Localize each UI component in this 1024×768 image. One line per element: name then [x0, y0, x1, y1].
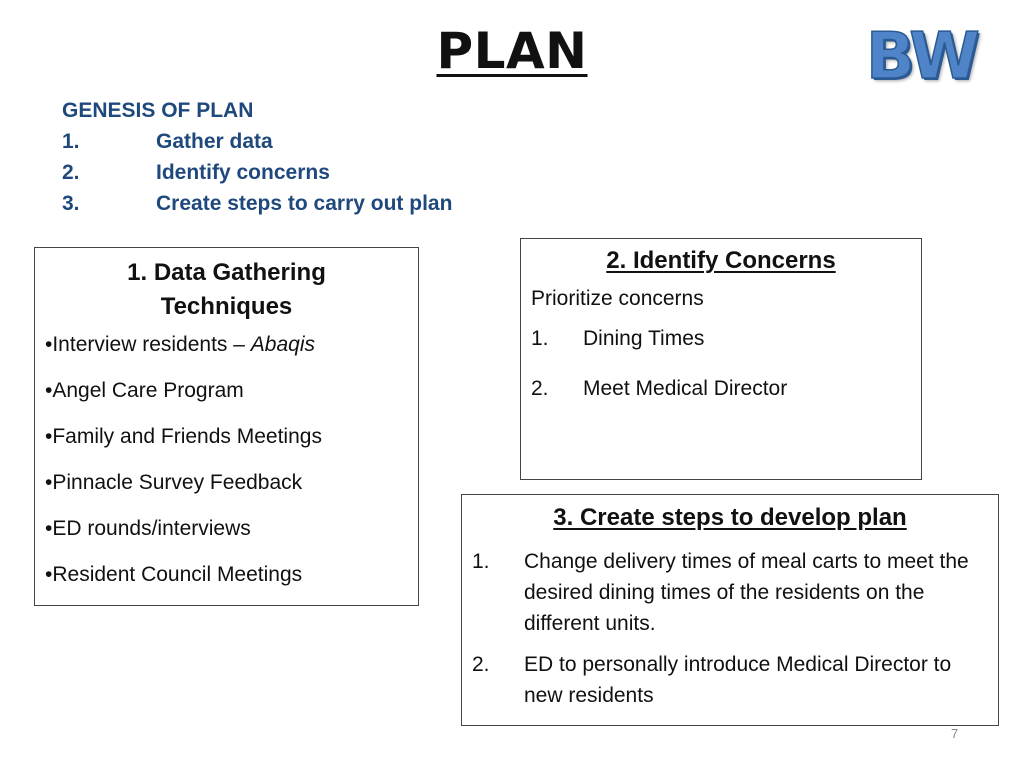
list-item: •Pinnacle Survey Feedback — [45, 471, 303, 494]
concerns-subtitle: Prioritize concerns — [531, 287, 704, 310]
page-number: 7 — [951, 726, 959, 741]
list-item: •Resident Council Meetings — [45, 563, 303, 586]
slide-title: PLAN — [436, 22, 588, 80]
list-item: 1. Dining Times — [531, 327, 705, 350]
genesis-step: 1. Gather data — [62, 130, 273, 153]
create-steps-box — [461, 494, 999, 726]
genesis-step: 3. Create steps to carry out plan — [62, 192, 453, 215]
bw-logo: BW — [866, 20, 978, 94]
identify-concerns-title: 2. Identify Concerns — [606, 247, 836, 274]
list-item: 2. ED to personally introduce Medical Director to new residents — [472, 653, 952, 707]
list-item: •Family and Friends Meetings — [45, 425, 322, 448]
list-item: •Interview residents – Abaqis — [45, 333, 315, 356]
identify-concerns-box — [520, 238, 922, 480]
list-item: 1. Change delivery times of meal carts to meet the desired dining times of the residents on the different units. — [472, 550, 969, 635]
data-gathering-box — [34, 247, 419, 606]
genesis-heading: GENESIS OF PLAN — [62, 99, 254, 122]
list-item: 2. Meet Medical Director — [531, 377, 788, 400]
list-item: •ED rounds/interviews — [45, 517, 251, 540]
list-item: •Angel Care Program — [45, 379, 244, 402]
data-gathering-title: 1. Data Gathering Techniques — [127, 259, 326, 320]
genesis-section — [62, 95, 452, 219]
create-steps-title: 3. Create steps to develop plan — [553, 504, 907, 531]
genesis-step: 2. Identify concerns — [62, 161, 330, 184]
